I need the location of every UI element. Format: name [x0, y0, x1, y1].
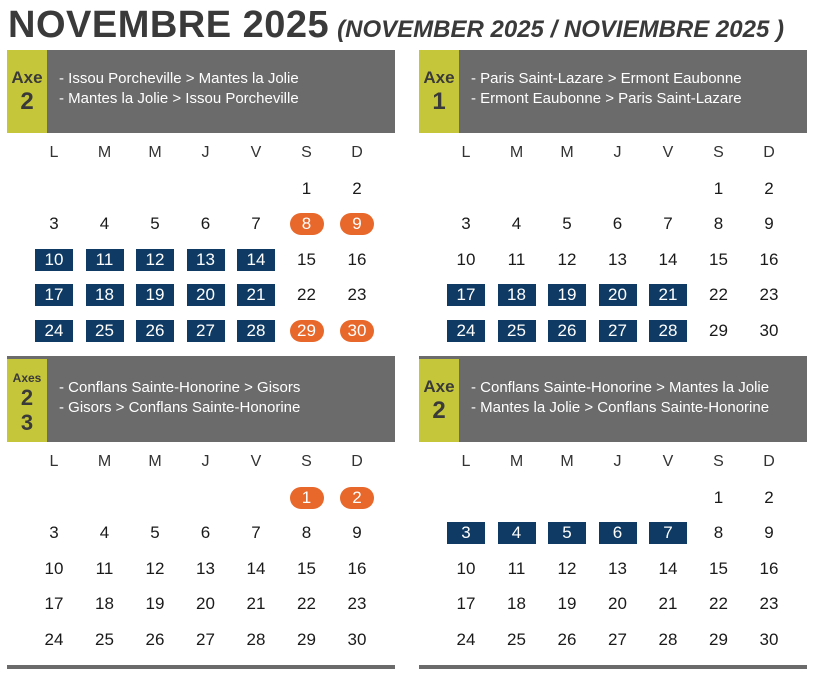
- calendar-day: 20: [181, 283, 231, 307]
- weekday-header-row: [29, 141, 389, 177]
- calendar-day: 15: [297, 249, 316, 269]
- week-row: [29, 486, 389, 522]
- calendar-day: 9: [352, 523, 362, 542]
- weekday-label: D: [763, 453, 775, 470]
- calendar-day: 1: [713, 178, 724, 198]
- calendar-day: 1: [713, 487, 724, 507]
- title-main: NOVEMBRE 2025: [8, 4, 330, 46]
- calendar-day: 20: [593, 283, 643, 307]
- week-row: [29, 557, 389, 593]
- weekday-label: V: [662, 453, 674, 470]
- axe-label: Axe: [11, 68, 43, 87]
- panel-header: [419, 359, 807, 442]
- month-grid: [29, 141, 389, 354]
- calendar-day: 14: [658, 249, 678, 269]
- route-list: [459, 359, 807, 442]
- panel-header: [7, 50, 395, 133]
- calendar-day: 6: [612, 214, 623, 233]
- calendar-day: 13: [196, 558, 215, 578]
- axe-badge: [7, 50, 47, 133]
- axe-number: 3: [20, 410, 34, 435]
- calendar-day: 19: [557, 594, 577, 613]
- panel-header: [419, 50, 807, 133]
- weekday-label: S: [301, 453, 312, 470]
- calendar-day: 27: [181, 319, 231, 343]
- axe-number: 2: [20, 88, 34, 115]
- calendar-day: 21: [246, 594, 266, 613]
- week-row: [441, 212, 801, 248]
- calendar-day: 19: [542, 283, 592, 307]
- calendar-day: 16: [347, 558, 367, 578]
- calendar-day: 29: [709, 320, 728, 340]
- route-line: - Gisors > Conflans Sainte-Honorine: [59, 399, 301, 416]
- calendar-day: 12: [557, 249, 577, 269]
- calendar-day: 24: [456, 629, 476, 649]
- calendar-day: 30: [332, 319, 382, 343]
- weekday-label: V: [250, 144, 262, 161]
- calendar-day: 6: [200, 523, 211, 542]
- calendar-day: 28: [658, 629, 678, 649]
- calendar-day: 6: [593, 521, 643, 545]
- weekday-label: M: [509, 453, 524, 470]
- weekday-label: S: [713, 144, 724, 161]
- calendar-day: 1: [282, 486, 332, 510]
- calendar-day: 2: [332, 486, 382, 510]
- weekday-label: L: [49, 144, 59, 161]
- calendar-day: 3: [441, 521, 491, 545]
- calendar-day: 4: [492, 521, 542, 545]
- calendar-day: 5: [150, 214, 160, 233]
- calendar-day: 17: [456, 594, 476, 613]
- calendar-day: 2: [764, 178, 774, 198]
- calendar-day: 23: [347, 594, 367, 613]
- calendar-day: 2: [352, 178, 362, 198]
- calendar-day: 9: [764, 214, 774, 233]
- axe-badge: [419, 50, 459, 133]
- calendar-day: 8: [713, 214, 724, 233]
- weekday-label: V: [250, 453, 262, 470]
- calendar-day: 14: [231, 248, 281, 272]
- calendar-day: 25: [492, 319, 542, 343]
- calendar-day: 26: [130, 319, 180, 343]
- calendar-day: 30: [347, 629, 367, 649]
- calendar-day: 22: [297, 285, 316, 304]
- calendar-day: 5: [562, 214, 572, 233]
- calendar-day: 8: [713, 523, 724, 542]
- weekday-label: J: [613, 453, 622, 470]
- route-line: - Mantes la Jolie > Conflans Sainte-Honorine: [471, 399, 770, 416]
- calendar-day: 3: [49, 523, 59, 542]
- calendar-day: 25: [95, 629, 114, 649]
- calendar-day: 24: [441, 319, 491, 343]
- calendar-day: 12: [130, 248, 180, 272]
- week-row: [441, 319, 801, 355]
- weekday-header-row: [29, 450, 389, 486]
- week-row: [441, 557, 801, 593]
- calendar-day: 30: [759, 320, 779, 340]
- week-row: [441, 486, 801, 522]
- weekday-label: M: [97, 453, 112, 470]
- calendar-day: 28: [231, 319, 281, 343]
- calendar-day: 27: [196, 629, 215, 649]
- calendar-day: 4: [99, 214, 110, 233]
- week-row: [441, 521, 801, 557]
- calendar-day: 15: [297, 558, 316, 578]
- panel-divider: [7, 665, 395, 669]
- panel-header: [7, 359, 395, 442]
- calendar-day: 8: [301, 523, 312, 542]
- calendar-day: 20: [608, 594, 627, 613]
- calendar-day: 13: [608, 249, 627, 269]
- weekday-label: D: [351, 453, 363, 470]
- calendar-day: 14: [246, 558, 266, 578]
- calendar-day: 29: [709, 629, 728, 649]
- weekday-label: L: [49, 453, 59, 470]
- calendar-day: 20: [196, 594, 215, 613]
- weekday-label: L: [461, 144, 471, 161]
- calendar-day: 4: [511, 214, 522, 233]
- calendar-day: 8: [282, 212, 332, 236]
- calendar-day: 16: [347, 249, 367, 269]
- week-row: [441, 283, 801, 319]
- calendar-panel: [419, 359, 807, 669]
- calendar-day: 24: [29, 319, 79, 343]
- calendar-day: 10: [456, 558, 476, 578]
- title-translations: (NOVEMBER 2025 / NOVIEMBRE 2025 ): [337, 16, 784, 43]
- calendar-day: 18: [507, 594, 526, 613]
- axe-badge: [419, 359, 459, 442]
- week-row: [29, 521, 389, 557]
- calendar-day: 26: [542, 319, 592, 343]
- calendar-day: 27: [608, 629, 627, 649]
- calendar-day: 10: [44, 558, 64, 578]
- weekday-label: D: [763, 144, 775, 161]
- calendar-day: 2: [764, 487, 774, 507]
- weekday-label: M: [560, 453, 574, 470]
- calendar-day: 13: [181, 248, 231, 272]
- weekday-header-row: [441, 450, 801, 486]
- calendar-day: 15: [709, 249, 728, 269]
- calendar-day: 7: [663, 214, 673, 233]
- calendar-day: 21: [643, 283, 693, 307]
- week-row: [441, 628, 801, 664]
- weekday-label: D: [351, 144, 363, 161]
- axe-label: Axe: [423, 68, 455, 87]
- route-list: [459, 50, 807, 133]
- panel-divider: [419, 665, 807, 669]
- calendar-day: 25: [507, 629, 526, 649]
- axe-number: 1: [432, 88, 446, 115]
- axe-badge: [7, 359, 47, 442]
- weekday-label: S: [713, 453, 724, 470]
- weekday-label: V: [662, 144, 674, 161]
- calendar-day: 19: [130, 283, 180, 307]
- route-line: - Paris Saint-Lazare > Ermont Eaubonne: [471, 70, 742, 87]
- calendar-day: 28: [643, 319, 693, 343]
- weekday-label: J: [201, 453, 210, 470]
- calendar-panel: [7, 359, 395, 669]
- week-row: [29, 248, 389, 284]
- calendar-day: 7: [643, 521, 693, 545]
- route-list: [47, 359, 395, 442]
- calendar-day: 6: [200, 214, 211, 233]
- month-grid: [441, 450, 801, 663]
- calendar-day: 11: [80, 248, 130, 272]
- calendar-day: 30: [759, 629, 779, 649]
- page-title: [8, 4, 784, 48]
- weekday-label: M: [97, 144, 112, 161]
- calendar-day: 21: [658, 594, 678, 613]
- calendar-day: 5: [150, 523, 160, 542]
- week-row: [29, 628, 389, 664]
- calendar-day: 1: [301, 178, 312, 198]
- route-line: - Conflans Sainte-Honorine > Mantes la Jolie: [471, 379, 770, 396]
- calendar-day: 10: [29, 248, 79, 272]
- calendar-day: 16: [759, 249, 779, 269]
- weekday-label: M: [509, 144, 524, 161]
- week-row: [29, 592, 389, 628]
- weekday-label: M: [148, 144, 162, 161]
- calendar-day: 9: [764, 523, 774, 542]
- calendar-day: 11: [507, 249, 526, 269]
- calendar-day: 22: [297, 594, 316, 613]
- axe-number: 2: [20, 385, 34, 410]
- calendar-day: 7: [251, 523, 261, 542]
- weekday-header-row: [441, 141, 801, 177]
- calendar-day: 18: [80, 283, 130, 307]
- calendar-day: 10: [456, 249, 476, 269]
- calendar-day: 19: [145, 594, 165, 613]
- week-row: [441, 248, 801, 284]
- calendar-day: 3: [49, 214, 59, 233]
- calendar-day: 15: [709, 558, 728, 578]
- calendar-day: 22: [709, 594, 728, 613]
- calendar-day: 17: [44, 594, 64, 613]
- calendar-day: 18: [95, 594, 114, 613]
- week-row: [29, 212, 389, 248]
- week-row: [29, 177, 389, 213]
- calendar-day: 9: [332, 212, 382, 236]
- calendar-day: 24: [44, 629, 64, 649]
- calendar-day: 29: [297, 629, 316, 649]
- weekday-label: M: [148, 453, 162, 470]
- calendar-day: 26: [145, 629, 165, 649]
- calendar-day: 23: [759, 285, 779, 304]
- calendar-day: 26: [557, 629, 577, 649]
- weekday-label: S: [301, 144, 312, 161]
- calendar-day: 12: [557, 558, 577, 578]
- route-list: [47, 50, 395, 133]
- calendar-day: 14: [658, 558, 678, 578]
- axe-number: 2: [432, 397, 446, 424]
- week-row: [441, 592, 801, 628]
- calendar-day: 7: [251, 214, 261, 233]
- route-line: - Conflans Sainte-Honorine > Gisors: [59, 379, 301, 396]
- calendar-day: 5: [542, 521, 592, 545]
- calendar-panel: [419, 50, 807, 360]
- calendar-day: 17: [441, 283, 491, 307]
- calendar-panel: [7, 50, 395, 360]
- calendar-day: 17: [29, 283, 79, 307]
- calendar-day: 25: [80, 319, 130, 343]
- calendar-day: 21: [231, 283, 281, 307]
- calendar-day: 3: [461, 214, 471, 233]
- calendar-day: 13: [608, 558, 627, 578]
- route-line: - Issou Porcheville > Mantes la Jolie: [59, 70, 299, 87]
- calendar-day: 28: [246, 629, 266, 649]
- month-grid: [441, 141, 801, 354]
- calendar-day: 18: [492, 283, 542, 307]
- week-row: [441, 177, 801, 213]
- week-row: [29, 319, 389, 355]
- route-line: - Mantes la Jolie > Issou Porcheville: [59, 90, 299, 107]
- calendar-day: 4: [99, 523, 110, 542]
- route-line: - Ermont Eaubonne > Paris Saint-Lazare: [471, 90, 742, 107]
- week-row: [29, 283, 389, 319]
- calendar-day: 29: [282, 319, 332, 343]
- calendar-day: 23: [759, 594, 779, 613]
- calendar-day: 11: [95, 558, 114, 578]
- month-grid: [29, 450, 389, 663]
- calendar-day: 27: [593, 319, 643, 343]
- calendar-day: 12: [145, 558, 165, 578]
- calendar-day: 23: [347, 285, 367, 304]
- weekday-label: L: [461, 453, 471, 470]
- weekday-label: J: [201, 144, 210, 161]
- weekday-label: M: [560, 144, 574, 161]
- weekday-label: J: [613, 144, 622, 161]
- axe-label: Axe: [423, 377, 455, 396]
- calendar-day: 16: [759, 558, 779, 578]
- calendar-day: 22: [709, 285, 728, 304]
- calendar-day: 11: [507, 558, 526, 578]
- axe-label: Axes: [12, 371, 42, 385]
